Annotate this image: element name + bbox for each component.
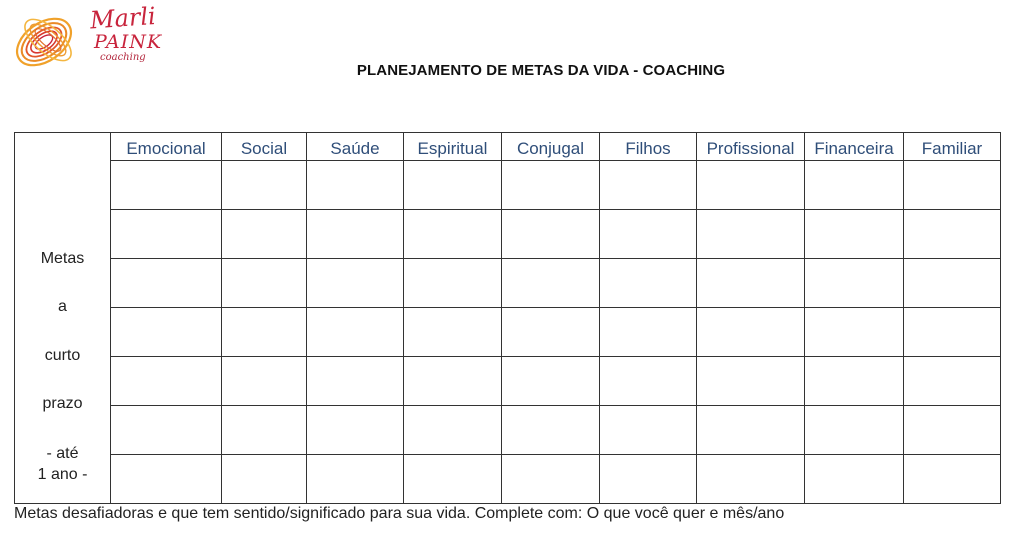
column-header-familiar: Familiar	[904, 133, 1001, 161]
column-header-emocional: Emocional	[111, 133, 222, 161]
table-row	[15, 210, 1001, 259]
goal-cell[interactable]	[904, 406, 1001, 455]
side-label-line: a	[58, 298, 67, 316]
goal-cell[interactable]	[307, 308, 404, 357]
logo-line-surname: PAINK	[94, 31, 163, 53]
goal-cell[interactable]	[111, 406, 222, 455]
table-row	[15, 455, 1001, 504]
goal-cell[interactable]	[111, 357, 222, 406]
goal-cell[interactable]	[805, 259, 904, 308]
logo-line-tagline: coaching	[100, 52, 146, 63]
goal-cell[interactable]	[307, 406, 404, 455]
column-header-profissional: Profissional	[697, 133, 805, 161]
logo-wordmark	[89, 1, 163, 63]
goal-cell[interactable]	[805, 210, 904, 259]
goal-cell[interactable]	[307, 259, 404, 308]
goal-cell[interactable]	[697, 308, 805, 357]
goal-cell[interactable]	[404, 259, 502, 308]
goal-cell[interactable]	[222, 210, 307, 259]
goal-cell[interactable]	[805, 308, 904, 357]
goal-cell[interactable]	[697, 259, 805, 308]
goal-cell[interactable]	[904, 357, 1001, 406]
table-row	[15, 161, 1001, 210]
goal-cell[interactable]	[222, 455, 307, 504]
goal-cell[interactable]	[222, 259, 307, 308]
goal-cell[interactable]	[307, 357, 404, 406]
goal-cell[interactable]	[404, 455, 502, 504]
column-header-social: Social	[222, 133, 307, 161]
page-title: PLANEJAMENTO DE METAS DA VIDA - COACHING	[356, 62, 726, 79]
goal-cell[interactable]	[805, 161, 904, 210]
goal-cell[interactable]	[805, 455, 904, 504]
goal-cell[interactable]	[600, 259, 697, 308]
goal-cell[interactable]	[111, 308, 222, 357]
goal-cell[interactable]	[600, 161, 697, 210]
header-row	[15, 133, 1001, 161]
logo-line-name: Marli	[89, 1, 157, 35]
goal-cell[interactable]	[697, 455, 805, 504]
goal-cell[interactable]	[404, 161, 502, 210]
table-row	[15, 357, 1001, 406]
goal-cell[interactable]	[307, 210, 404, 259]
table-row	[15, 259, 1001, 308]
goal-cell[interactable]	[307, 455, 404, 504]
side-label-line: - até	[46, 444, 79, 462]
goal-cell[interactable]	[805, 357, 904, 406]
goal-cell[interactable]	[600, 357, 697, 406]
footer-instructions: Metas desafiadoras e que tem sentido/significado para sua vida. Complete com: O que você quer e mês/ano	[14, 505, 785, 522]
goal-cell[interactable]	[111, 259, 222, 308]
column-header-espiritual: Espiritual	[404, 133, 502, 161]
goal-cell[interactable]	[404, 308, 502, 357]
goal-cell[interactable]	[404, 406, 502, 455]
goal-cell[interactable]	[904, 210, 1001, 259]
column-header-saude: Saúde	[307, 133, 404, 161]
goal-cell[interactable]	[502, 455, 600, 504]
goal-cell[interactable]	[904, 259, 1001, 308]
side-label-line: Metas	[40, 249, 85, 267]
column-header-filhos: Filhos	[600, 133, 697, 161]
table-row	[15, 308, 1001, 357]
goal-cell[interactable]	[904, 455, 1001, 504]
goal-cell[interactable]	[502, 210, 600, 259]
column-header-conjugal: Conjugal	[502, 133, 600, 161]
column-header-financeira: Financeira	[805, 133, 904, 161]
goal-cell[interactable]	[805, 406, 904, 455]
goal-cell[interactable]	[600, 455, 697, 504]
goal-cell[interactable]	[697, 210, 805, 259]
goal-cell[interactable]	[600, 308, 697, 357]
side-label-line: 1 ano -	[37, 465, 88, 483]
goal-cell[interactable]	[502, 308, 600, 357]
goal-cell[interactable]	[600, 406, 697, 455]
goal-cell[interactable]	[222, 406, 307, 455]
goal-cell[interactable]	[111, 161, 222, 210]
goal-cell[interactable]	[222, 161, 307, 210]
goal-cell[interactable]	[502, 161, 600, 210]
goal-cell[interactable]	[111, 455, 222, 504]
goal-cell[interactable]	[404, 210, 502, 259]
goal-cell[interactable]	[697, 406, 805, 455]
goal-cell[interactable]	[307, 161, 404, 210]
goal-cell[interactable]	[904, 161, 1001, 210]
goal-cell[interactable]	[222, 357, 307, 406]
table-row	[15, 406, 1001, 455]
goal-cell[interactable]	[600, 210, 697, 259]
goal-cell[interactable]	[502, 357, 600, 406]
goal-cell[interactable]	[904, 308, 1001, 357]
goal-cell[interactable]	[697, 357, 805, 406]
goal-cell[interactable]	[222, 308, 307, 357]
goal-cell[interactable]	[502, 259, 600, 308]
goal-cell[interactable]	[502, 406, 600, 455]
goal-cell[interactable]	[111, 210, 222, 259]
goal-cell[interactable]	[697, 161, 805, 210]
row-side-label	[15, 161, 111, 504]
goal-cell[interactable]	[404, 357, 502, 406]
goals-table	[14, 132, 1001, 504]
side-label-line: curto	[44, 346, 81, 364]
corner-cell	[15, 133, 111, 161]
side-label-line: prazo	[42, 395, 83, 413]
